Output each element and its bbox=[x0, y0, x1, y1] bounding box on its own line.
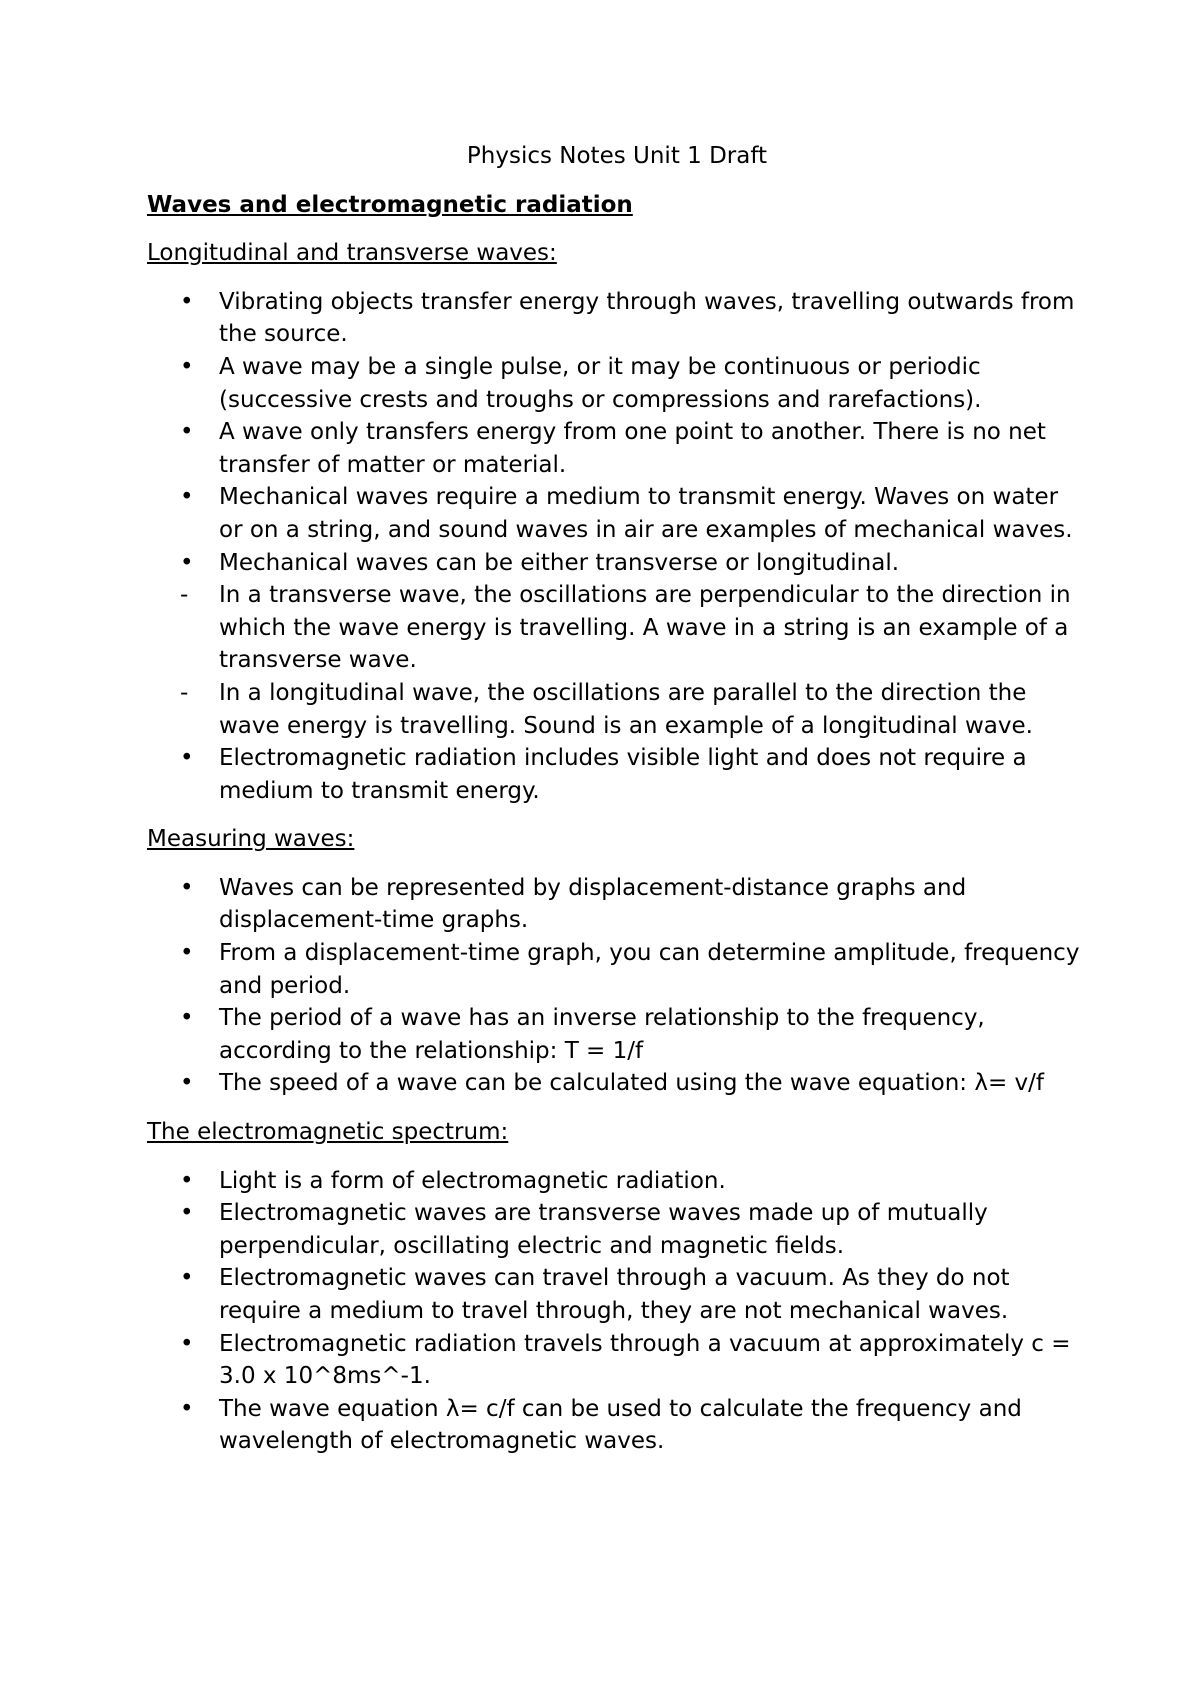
list-item-text: Vibrating objects transfer energy through waves, travelling outwards from the source. bbox=[219, 288, 1075, 348]
bullet-marker: • bbox=[180, 1200, 194, 1227]
bullet-marker: • bbox=[180, 1395, 194, 1422]
list-item bbox=[147, 1067, 1087, 1100]
list-item-text: In a longitudinal wave, the oscillations are parallel to the direction the wave energy is travelling. Sound is an example of a longitudinal wave. bbox=[219, 679, 1033, 739]
list-item bbox=[147, 1197, 1087, 1262]
list-item bbox=[147, 286, 1087, 351]
bullet-marker: • bbox=[180, 484, 194, 511]
bullet-marker: • bbox=[180, 745, 194, 772]
bullet-marker: • bbox=[180, 1070, 194, 1097]
dash-marker: - bbox=[180, 582, 189, 609]
list-item bbox=[147, 1165, 1087, 1198]
document-page bbox=[147, 140, 1087, 1474]
document-title: Physics Notes Unit 1 Draft bbox=[466, 143, 768, 169]
list-item bbox=[147, 937, 1087, 1002]
subheading-measuring-waves: Measuring waves: bbox=[147, 826, 355, 853]
dash-marker: - bbox=[180, 679, 189, 706]
list-item bbox=[147, 416, 1087, 481]
list-item-text: Electromagnetic waves can travel through a vacuum. As they do not require a medium to travel through, they are not mechanical waves. bbox=[219, 1265, 1010, 1324]
list-item-text: A wave may be a single pulse, or it may be continuous or periodic (successive crests and troughs or compressions and rarefactions). bbox=[219, 353, 982, 413]
list-item bbox=[147, 481, 1087, 546]
subheading-electromagnetic-spectrum: The electromagnetic spectrum: bbox=[147, 1119, 509, 1146]
list-item bbox=[147, 742, 1087, 807]
list-item bbox=[147, 1328, 1087, 1393]
list-item-text: Light is a form of electromagnetic radiation. bbox=[219, 1167, 726, 1194]
bullet-marker: • bbox=[180, 1330, 194, 1357]
bullet-marker: • bbox=[180, 353, 194, 380]
bullet-list-electromagnetic-spectrum bbox=[147, 1165, 1087, 1458]
list-item bbox=[147, 1262, 1087, 1327]
bullet-marker: • bbox=[180, 549, 194, 576]
list-item bbox=[147, 351, 1087, 416]
bullet-marker: • bbox=[180, 940, 194, 967]
list-item bbox=[147, 1393, 1087, 1458]
bullet-marker: • bbox=[180, 1005, 194, 1032]
bullet-marker: • bbox=[180, 874, 194, 901]
list-item-text: The wave equation λ= c/f can be used to calculate the frequency and wavelength of electromagnetic waves. bbox=[219, 1395, 1022, 1455]
list-item bbox=[147, 579, 1087, 677]
bullet-marker: • bbox=[180, 419, 194, 446]
list-item-text: A wave only transfers energy from one point to another. There is no net transfer of matter or material. bbox=[219, 419, 1046, 478]
section-heading: Waves and electromagnetic radiation bbox=[147, 191, 633, 218]
list-item-text: Mechanical waves can be either transverse or longitudinal. bbox=[219, 549, 900, 576]
list-item-text: Electromagnetic radiation includes visible light and does not require a medium to transmit energy. bbox=[219, 745, 1027, 804]
list-item-text: Mechanical waves require a medium to transmit energy. Waves on water or on a string, and sound waves in air are examples of mechanical waves. bbox=[219, 484, 1073, 543]
bullet-marker: • bbox=[180, 1167, 194, 1194]
list-item bbox=[147, 677, 1087, 742]
bullet-marker: • bbox=[180, 1265, 194, 1292]
bullet-marker: • bbox=[180, 288, 194, 315]
list-item-text: Waves can be represented by displacement-distance graphs and displacement-time graphs. bbox=[219, 874, 967, 934]
list-item bbox=[147, 872, 1087, 937]
list-item-text: From a displacement-time graph, you can determine amplitude, frequency and period. bbox=[219, 940, 1080, 999]
list-item-text: In a transverse wave, the oscillations are perpendicular to the direction in which the wave energy is travelling. A wave in a string is an example of a transverse wave. bbox=[219, 582, 1071, 674]
subheading-longitudinal-transverse: Longitudinal and transverse waves: bbox=[147, 240, 557, 267]
list-item-text: Electromagnetic radiation travels through a vacuum at approximately c = 3.0 x 10^8ms^-1. bbox=[219, 1330, 1071, 1390]
bullet-list-measuring-waves bbox=[147, 872, 1087, 1100]
list-item bbox=[147, 1002, 1087, 1067]
bullet-list-longitudinal-transverse bbox=[147, 286, 1087, 808]
list-item-text: Electromagnetic waves are transverse waves made up of mutually perpendicular, oscillating electric and magnetic fields. bbox=[219, 1200, 988, 1259]
list-item-text: The period of a wave has an inverse relationship to the frequency, according to the relationship: T = 1/f bbox=[219, 1005, 985, 1064]
list-item-text: The speed of a wave can be calculated using the wave equation: λ= v/f bbox=[219, 1070, 1045, 1097]
list-item bbox=[147, 547, 1087, 580]
